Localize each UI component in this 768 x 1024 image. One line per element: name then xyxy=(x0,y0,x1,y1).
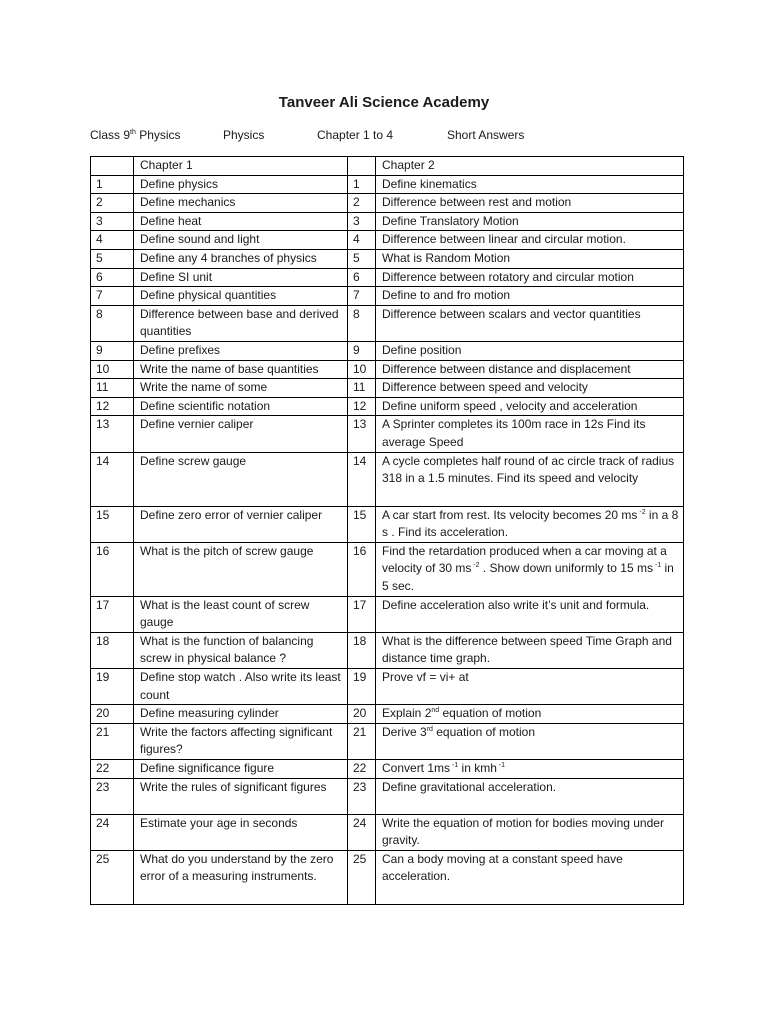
question-number: 25 xyxy=(348,850,376,904)
question-number: 12 xyxy=(91,397,134,416)
question-number: 13 xyxy=(91,416,134,452)
question-number: 1 xyxy=(348,175,376,194)
question-text: Define prefixes xyxy=(134,341,348,360)
question-text-part: equation of motion xyxy=(439,706,542,721)
question-number: 5 xyxy=(348,249,376,268)
chapter-range: Chapter 1 to 4 xyxy=(317,128,394,142)
table-row xyxy=(91,341,684,360)
question-text-part: in 5 sec. xyxy=(382,561,674,593)
question-text: What is the function of balancing screw in physical balance ? xyxy=(134,632,348,668)
class-label-subject: Physics xyxy=(135,128,181,142)
table-row xyxy=(91,778,684,814)
question-text: What is the pitch of screw gauge xyxy=(134,542,348,596)
question-text: Define to and fro motion xyxy=(376,287,684,306)
header-number-cell xyxy=(348,157,376,176)
superscript: -2 xyxy=(471,562,480,570)
question-text-part: equation of motion xyxy=(432,724,535,739)
question-number: 6 xyxy=(91,268,134,287)
class-label xyxy=(90,128,181,142)
superscript: nd xyxy=(431,707,440,715)
question-text: Define acceleration also write it’s unit and formula. xyxy=(376,596,684,632)
question-text: Define stop watch . Also write its least count xyxy=(134,669,348,705)
header-chapter-1: Chapter 1 xyxy=(134,157,348,176)
table-row xyxy=(91,360,684,379)
question-number: 10 xyxy=(348,360,376,379)
question-number: 16 xyxy=(348,542,376,596)
question-number: 15 xyxy=(348,506,376,542)
question-number: 17 xyxy=(348,596,376,632)
table-row xyxy=(91,268,684,287)
question-text-part: in a 8 s . Find its acceleration. xyxy=(382,507,679,540)
question-text: Write the factors affecting significant figures? xyxy=(134,723,348,759)
question-number: 24 xyxy=(348,814,376,850)
question-text: Define physical quantities xyxy=(134,287,348,306)
question-text: What do you understand by the zero error of a measuring instruments. xyxy=(134,850,348,904)
question-text: Difference between base and derived quantities xyxy=(134,305,348,341)
question-number: 25 xyxy=(91,850,134,904)
question-number: 8 xyxy=(91,305,134,341)
superscript: -2 xyxy=(637,508,646,516)
table-row xyxy=(91,760,684,779)
question-number: 18 xyxy=(348,632,376,668)
question-text: Define mechanics xyxy=(134,194,348,213)
question-text xyxy=(376,705,684,724)
question-text: What is Random Motion xyxy=(376,249,684,268)
question-type: Short Answers xyxy=(447,128,525,142)
question-number: 20 xyxy=(348,705,376,724)
question-text: Define sound and light xyxy=(134,231,348,250)
question-number: 22 xyxy=(91,760,134,779)
question-number: 4 xyxy=(348,231,376,250)
question-number: 12 xyxy=(348,397,376,416)
table-row xyxy=(91,669,684,705)
question-text: Define gravitational acceleration. xyxy=(376,778,684,814)
table-row xyxy=(91,231,684,250)
subject-label: Physics xyxy=(223,128,265,142)
question-number: 17 xyxy=(91,596,134,632)
table-row xyxy=(91,542,684,596)
question-text: What is the difference between speed Time Graph and distance time graph. xyxy=(376,632,684,668)
question-number: 24 xyxy=(91,814,134,850)
table-row xyxy=(91,705,684,724)
question-number: 14 xyxy=(91,452,134,506)
question-text-part: Find the retardation produced when a car moving at a velocity of 30 ms xyxy=(382,543,667,576)
question-text: Define significance figure xyxy=(134,760,348,779)
question-number: 11 xyxy=(91,379,134,398)
question-text: Difference between rotatory and circular motion xyxy=(376,268,684,287)
question-text: A Sprinter completes its 100m race in 12s Find its average Speed xyxy=(376,416,684,452)
question-text: Difference between distance and displacement xyxy=(376,360,684,379)
question-text: Define heat xyxy=(134,212,348,231)
question-number: 4 xyxy=(91,231,134,250)
question-text: Define physics xyxy=(134,175,348,194)
question-text: Write the equation of motion for bodies moving under gravity. xyxy=(376,814,684,850)
table-row xyxy=(91,416,684,452)
table-row xyxy=(91,287,684,306)
superscript: -1 xyxy=(496,762,506,770)
question-text-part: Derive 3 xyxy=(382,724,427,739)
question-number: 9 xyxy=(91,341,134,360)
class-label-sup: th xyxy=(130,129,136,136)
question-text xyxy=(376,723,684,759)
question-text: Difference between scalars and vector quantities xyxy=(376,305,684,341)
question-text: Define scientific notation xyxy=(134,397,348,416)
question-text: Difference between linear and circular motion. xyxy=(376,231,684,250)
question-number: 14 xyxy=(348,452,376,506)
table-row xyxy=(91,379,684,398)
question-number: 15 xyxy=(91,506,134,542)
table-row xyxy=(91,212,684,231)
question-text: Define vernier caliper xyxy=(134,416,348,452)
question-text: Define screw gauge xyxy=(134,452,348,506)
table-row xyxy=(91,175,684,194)
question-number: 22 xyxy=(348,760,376,779)
question-text xyxy=(376,542,684,596)
table-header-row xyxy=(91,157,684,176)
question-number: 23 xyxy=(348,778,376,814)
question-text-part: in kmh xyxy=(458,761,497,776)
table-row xyxy=(91,596,684,632)
table-row xyxy=(91,850,684,904)
question-text: Write the rules of significant figures xyxy=(134,778,348,814)
question-text: What is the least count of screw gauge xyxy=(134,596,348,632)
question-text: Difference between rest and motion xyxy=(376,194,684,213)
question-number: 7 xyxy=(91,287,134,306)
question-number: 3 xyxy=(348,212,376,231)
question-number: 10 xyxy=(91,360,134,379)
table-row xyxy=(91,632,684,668)
question-text: Define measuring cylinder xyxy=(134,705,348,724)
question-number: 1 xyxy=(91,175,134,194)
table-row xyxy=(91,506,684,542)
question-text-part: Convert 1ms xyxy=(382,761,451,776)
question-text-part: . Show down uniformly to 15 ms xyxy=(479,561,653,576)
superscript: rd xyxy=(426,725,433,733)
question-number: 3 xyxy=(91,212,134,231)
question-text: Define Translatory Motion xyxy=(376,212,684,231)
question-number: 8 xyxy=(348,305,376,341)
question-number: 11 xyxy=(348,379,376,398)
question-text: Difference between speed and velocity xyxy=(376,379,684,398)
table-row xyxy=(91,814,684,850)
question-number: 19 xyxy=(91,669,134,705)
question-text: Define kinematics xyxy=(376,175,684,194)
superscript: -1 xyxy=(652,562,662,570)
question-text: Define uniform speed , velocity and acceleration xyxy=(376,397,684,416)
question-text-part: Explain 2 xyxy=(382,706,432,721)
question-number: 18 xyxy=(91,632,134,668)
table-row xyxy=(91,397,684,416)
question-text: Write the name of base quantities xyxy=(134,360,348,379)
question-text: Define any 4 branches of physics xyxy=(134,249,348,268)
header-number-cell xyxy=(91,157,134,176)
question-text: Define zero error of vernier caliper xyxy=(134,506,348,542)
question-number: 6 xyxy=(348,268,376,287)
question-text xyxy=(376,506,684,542)
question-number: 21 xyxy=(348,723,376,759)
table-row xyxy=(91,194,684,213)
superscript: -1 xyxy=(450,762,459,770)
question-text: Define position xyxy=(376,341,684,360)
question-text: Define SI unit xyxy=(134,268,348,287)
question-number: 5 xyxy=(91,249,134,268)
question-text: Prove vf = vi+ at xyxy=(376,669,684,705)
question-number: 9 xyxy=(348,341,376,360)
question-number: 21 xyxy=(91,723,134,759)
questions-table xyxy=(90,156,684,905)
table-row xyxy=(91,452,684,506)
question-number: 20 xyxy=(91,705,134,724)
question-number: 13 xyxy=(348,416,376,452)
page-title: Tanveer Ali Science Academy xyxy=(278,94,490,111)
question-text: A cycle completes half round of ac circle track of radius 318 in a 1.5 minutes. Find its speed and velocity xyxy=(376,452,684,506)
question-number: 2 xyxy=(348,194,376,213)
table-row xyxy=(91,249,684,268)
question-text-part: A car start from rest. Its velocity becomes 20 ms xyxy=(382,507,638,522)
question-text: Write the name of some xyxy=(134,379,348,398)
table-row xyxy=(91,723,684,759)
question-text: Can a body moving at a constant speed have acceleration. xyxy=(376,850,684,904)
question-number: 2 xyxy=(91,194,134,213)
header-chapter-2: Chapter 2 xyxy=(376,157,684,176)
class-label-text: Class 9 xyxy=(90,128,131,142)
question-number: 16 xyxy=(91,542,134,596)
question-text: Estimate your age in seconds xyxy=(134,814,348,850)
question-number: 23 xyxy=(91,778,134,814)
table-row xyxy=(91,305,684,341)
question-text xyxy=(376,760,684,779)
question-number: 19 xyxy=(348,669,376,705)
question-number: 7 xyxy=(348,287,376,306)
